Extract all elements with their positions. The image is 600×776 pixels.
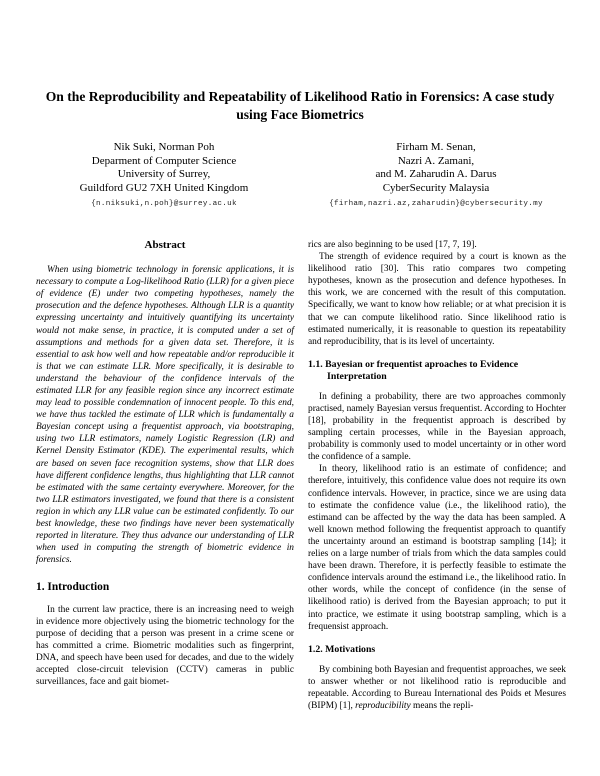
motivations-text-end: means the repli- — [410, 700, 474, 711]
author-block-left — [28, 141, 300, 212]
abstract-heading: Abstract — [144, 238, 186, 251]
author-email: {n.niksuki,n.poh}@surrey.ac.uk — [91, 200, 237, 209]
author-affiliation-line: University of Surrey, — [117, 168, 211, 181]
author-name-line: Firham M. Senan, — [396, 141, 476, 153]
subsection-heading-1-1: 1.1. Bayesian or frequentist aproaches to Evidence Interpretation — [308, 358, 519, 382]
introduction-paragraph: In the current law practice, there is an increasing need to weigh in evidence more objectively using the biometric technology for the purpose of deciding that a person was present in a crime scene or has committed a crime. Biometric modalities such as fingerprint, DNA, and speech have been used for decades, and due to the widely accepted close-circuit television (CCTV) cameras in public surveillances, face and gait biomet- — [36, 604, 294, 688]
paragraph-motivations — [308, 664, 566, 712]
right-column — [308, 239, 566, 712]
left-column — [36, 239, 294, 712]
author-email: {firham,nazri.az,zaharudin}@cybersecurity.my — [329, 200, 543, 209]
author-name-line: and M. Zaharudin A. Darus — [375, 168, 497, 181]
author-block-right — [300, 141, 572, 212]
motivations-text-start: By combining both Bayesian and frequentist approaches, we seek to answer whether or not likelihood ratio is reproducible and repeatable. According to Bureau International des Poids et Mesures (BIPM) [1], — [308, 664, 566, 711]
paragraph-strength-of-evidence: The strength of evidence required by a court is known as the likelihood ratio [30]. This ratio compares two competing hypotheses, known as the prosecution and defence hypotheses. In this work, we are concerned with the result of this computation. Specifically, we want to know how reliable; or at what precision it is that we can compute likelihood ratio. Since likelihood ratio is estimated numerically, it is reasonable to question its repeatability and reproducibility, that is its level of uncertainty. — [308, 252, 566, 347]
author-affiliation-line: Guildford GU2 7XH United Kingdom — [79, 181, 249, 194]
paragraph-introduction-continued: rics are also beginning to be used [17, 7, 19]. — [308, 239, 477, 250]
two-column-body — [36, 239, 566, 712]
paragraph-defining-probability: In defining a probability, there are two approaches commonly practised, namely Bayesian versus frequentist. According to Hochter [18], probability in the frequentist approach is described by sampling certain processes, while in the Bayesian approach, probability is commonly used to model uncertainty or in other word the confidence of a sample. — [308, 391, 566, 463]
author-name-line: Nazri A. Zamani, — [397, 154, 475, 167]
author-name-line: Nik Suki, Norman Poh — [113, 141, 215, 153]
author-blocks — [28, 141, 572, 212]
paper-title: On the Reproducibility and Repeatability of Likelihood Ratio in Forensics: A case study using Face Biometrics — [45, 89, 555, 122]
author-affiliation-line: Deparment of Computer Science — [91, 154, 237, 167]
subsection-heading-1-2: 1.2. Motivations — [308, 643, 376, 655]
motivations-term-reproducibility: reproducibility — [355, 700, 411, 711]
paragraph-likelihood-confidence: In theory, likelihood ratio is an estimate of confidence; and therefore, intuitively, this confidence value does not require its own confidence intervals. However, in practice, since we are using data to estimate the confidence value (i.e., the likelihood ratio), the estimand can be affected by the way the data has been sampled. A well known method following the frequentist approach to quantify the uncertainty around an estimand is bootstrap sampling [14]; it relies on a large number of trials from which the data samples could have been drawn. Therefore, it is perfectly feasible to estimate the confidence intervals around the estimand i.e., the likelihood ratio. In other words, while the concept of confidence (in the sense of likelihood ratio) is derived from the Bayesian approach; to put it into practice, we estimate it using bootstrap sampling, which is a frequensist approach. — [308, 464, 566, 632]
author-affiliation-line: CyberSecurity Malaysia — [382, 181, 490, 194]
abstract-text: When using biometric technology in forensic applications, it is necessary to compute a Log-likelihood Ratio (LLR) for a given piece of evidence (E) under two competing hypotheses, namely the prosecution and the defence hypotheses. Although LLR is a quantity expressing uncertainty and intuitively quantifying its uncertainty would not make sense, in practice, it is computed under a set of assumptions and methods for a given data set. Therefore, it is essential to ask how well and how repeatable and/or reproducible it is that we can estimate LLR. More specifically, it is desirable to understand the behaviour of the confidence intervals of the estimated LLR for any feasible region since any incorrect estimate may lead to possible condemnation of innocent people. To this end, we have thus tackled the estimate of LLR which is fundamentally a Bayesian concept using a frequentist approach, via bootstraping, using two LLR estimators, namely Logistic Regression (LR) and Kernel Density Estimator (KDE). The experimental results, which are based on seven face recognition systems, show that LLR does have different confidence lengths, thus highlighting that LLR cannot be estimated with the same certainty everywhere. Moreover, for the two LLR estimators investigated, we found that there is a consistent region in which any LLR value can be estimated confidently. To our best knowledge, these two findings have never been systematically reported in literature. They thus advance our understanding of LLR when used in computing the strength of biometric evidence in forensics. — [36, 265, 294, 566]
section-heading-introduction: 1. Introduction — [36, 581, 110, 594]
